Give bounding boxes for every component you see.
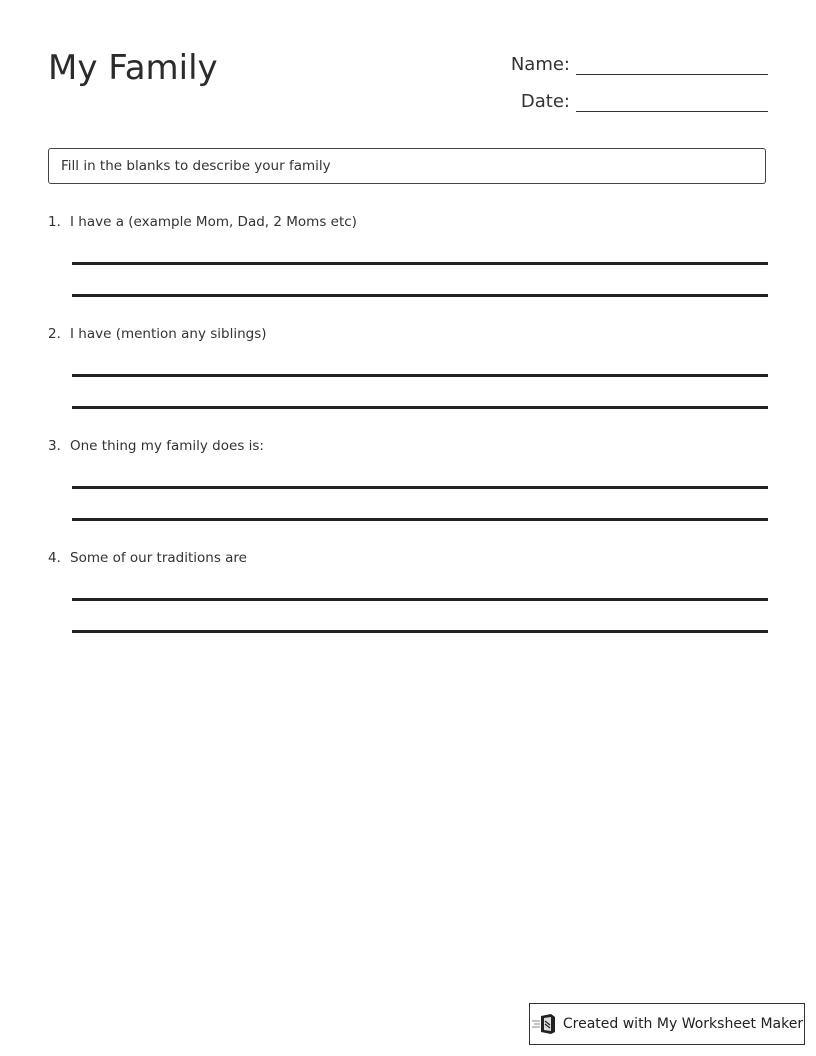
question-2 <box>48 326 267 342</box>
instructions-box <box>48 148 766 184</box>
name-label: Name: <box>510 54 570 75</box>
question-number: 4. <box>48 550 61 566</box>
question-text: Some of our traditions are <box>70 550 247 566</box>
question-3 <box>48 438 264 454</box>
created-with-badge[interactable] <box>529 1003 805 1045</box>
question-text: I have a (example Mom, Dad, 2 Moms etc) <box>70 214 357 230</box>
answer-line-1a[interactable] <box>72 262 768 265</box>
date-field <box>490 91 768 112</box>
answer-line-3b[interactable] <box>72 518 768 521</box>
question-number: 3. <box>48 438 61 454</box>
answer-line-1b[interactable] <box>72 294 768 297</box>
worksheet-maker-logo-icon <box>531 1013 557 1035</box>
date-label: Date: <box>520 91 570 112</box>
answer-line-4a[interactable] <box>72 598 768 601</box>
question-number: 1. <box>48 214 61 230</box>
answer-line-3a[interactable] <box>72 486 768 489</box>
question-text: I have (mention any siblings) <box>70 326 267 342</box>
question-text: One thing my family does is: <box>70 438 264 454</box>
question-4 <box>48 550 247 566</box>
name-field <box>490 54 768 75</box>
name-blank-line[interactable] <box>576 54 768 75</box>
page-title: My Family <box>48 48 218 88</box>
instructions-text: Fill in the blanks to describe your family <box>61 158 331 174</box>
answer-line-4b[interactable] <box>72 630 768 633</box>
badge-text: Created with My Worksheet Maker <box>562 1016 804 1032</box>
answer-line-2a[interactable] <box>72 374 768 377</box>
question-number: 2. <box>48 326 61 342</box>
answer-line-2b[interactable] <box>72 406 768 409</box>
date-blank-line[interactable] <box>576 91 768 112</box>
question-1 <box>48 214 357 230</box>
